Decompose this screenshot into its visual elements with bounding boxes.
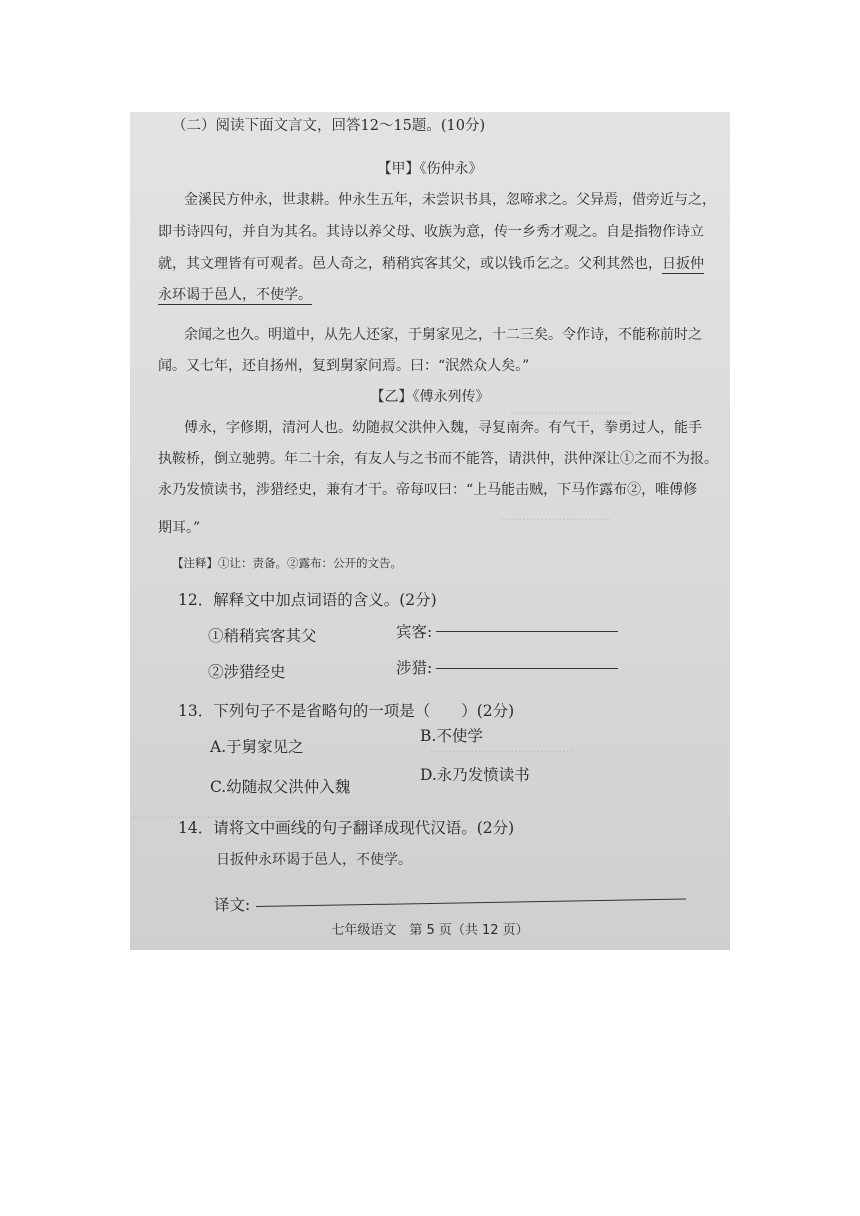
page-footer: 七年级语文 第 5 页（共 12 页）: [331, 923, 529, 938]
translation-label: 译文:: [214, 896, 251, 914]
bleed-through-text: …………………………: [500, 510, 610, 523]
passage-a-title: 【甲】《伤仲永》: [377, 161, 483, 177]
passage-b-line: 傅永，字修期，清河人也。幼随叔父洪仲入魏，寻复南奔。有气干，拳勇过人，能手: [184, 420, 702, 436]
bleed-through-text: ……………………………: [510, 404, 631, 417]
answer-blank-binke[interactable]: [436, 631, 618, 632]
translation-answer-line[interactable]: [256, 898, 686, 907]
option-c[interactable]: C.幼随叔父洪仲入魏: [210, 778, 351, 796]
passage-a-line: [158, 254, 704, 274]
option-d[interactable]: D.永乃发愤读书: [420, 766, 530, 784]
question-12-stem: 12．解释文中加点词语的含义。(2分): [178, 591, 437, 609]
question-12-item-1: ①稍稍宾客其父: [208, 627, 317, 645]
section-heading: （二）阅读下面文言文，回答12～15题。(10分): [172, 118, 486, 134]
option-b[interactable]: B.不使学: [420, 727, 483, 745]
passage-a-line: 即书诗四句，并自为其名。其诗以养父母、收族为意，传一乡秀才观之。自是指物作诗立: [158, 224, 704, 240]
annotation-note: 【注释】①让：责备。②露布：公开的文告。: [172, 556, 402, 570]
underlined-sentence-part: 永环谒于邑人，不使学。: [158, 287, 312, 303]
option-a[interactable]: A.于舅家见之: [210, 738, 304, 756]
question-13-stem: 13．下列句子不是省略句的一项是（ ）(2分): [178, 702, 515, 720]
passage-a-text: 就，其文理皆有可观者。邑人奇之，稍稍宾客其父，或以钱币乞之。父利其然也，: [158, 256, 662, 272]
question-14-sentence: 日扳仲永环谒于邑人，不使学。: [216, 852, 412, 868]
underlined-sentence-part: 日扳仲: [662, 256, 704, 272]
answer-blank-shelie[interactable]: [436, 668, 618, 669]
passage-a-line: [158, 285, 312, 305]
bleed-through-text: …………………………………………………………………………: [130, 808, 438, 821]
exam-page-scan: [130, 112, 730, 950]
question-12-item-2: ②涉猎经史: [208, 663, 286, 681]
passage-b-line: 永乃发愤读书，涉猎经史，兼有才干。帝每叹曰：“上马能击贼，下马作露布②，唯傅修: [158, 482, 698, 498]
passage-b-title: 【乙】《傅永列传》: [370, 389, 490, 405]
bleed-through-text: …………………………………: [430, 742, 573, 755]
passage-b-line: 执鞍桥，倒立驰骋。年二十余，有友人与之书而不能答，请洪仲，洪仲深让①之而不为报。: [158, 451, 718, 467]
passage-a-line: 余闻之也久。明道中，从先人还家，于舅家见之，十二三矣。令作诗，不能称前时之: [184, 327, 702, 343]
passage-a-line: 金溪民方仲永，世隶耕。仲永生五年，未尝识书具，忽啼求之。父异焉，借旁近与之，: [184, 192, 716, 208]
question-12-label-1: 宾客:: [396, 623, 433, 641]
passage-a-line: 闻。又七年，还自扬州，复到舅家问焉。曰：“泯然众人矣。”: [158, 358, 530, 374]
question-14-stem: 14．请将文中画线的句子翻译成现代汉语。(2分): [178, 819, 515, 837]
question-12-label-2: 涉猎:: [396, 659, 433, 677]
passage-b-line: 期耳。”: [158, 520, 201, 536]
